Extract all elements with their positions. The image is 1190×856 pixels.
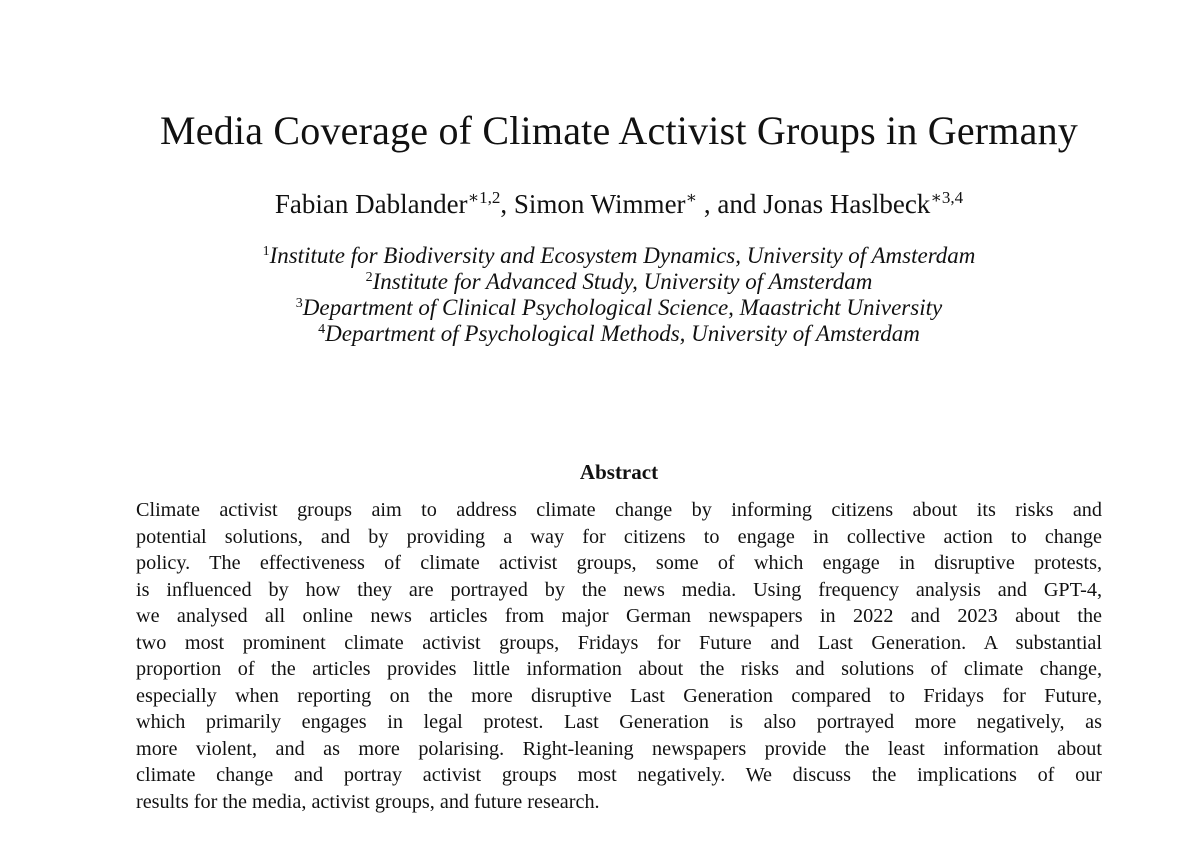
abstract-heading: Abstract <box>579 460 659 484</box>
abstract-line: results for the media, activist groups, and future research. <box>136 790 600 813</box>
author-marks: ∗ <box>685 188 698 207</box>
author-list <box>0 186 1190 222</box>
abstract-line: climate change and portray activist groups most negatively. We discuss the implications of our <box>136 764 1102 786</box>
author-marks: ∗3,4 <box>930 188 964 207</box>
affiliation-number: 2 <box>365 270 373 285</box>
affiliation <box>0 321 1190 347</box>
paper-title: Media Coverage of Climate Activist Groups in Germany <box>160 108 1078 153</box>
abstract-line: we analysed all online news articles from major German newspapers in 2022 and 2023 about the <box>136 605 1102 627</box>
author-separator: , <box>500 189 514 219</box>
abstract-line: more violent, and as more polarising. Right-leaning newspapers provide the least information about <box>136 737 1102 760</box>
abstract-text <box>136 497 1102 815</box>
affiliation-number: 1 <box>262 244 270 259</box>
abstract-line: Climate activist groups aim to address climate change by informing citizens about its risks and <box>136 499 1102 521</box>
abstract-line: potential solutions, and by providing a way for citizens to engage in collective action to change <box>136 525 1102 548</box>
author-separator: , and <box>697 189 764 219</box>
abstract-line: proportion of the articles provides little information about the risks and solutions of climate change, <box>136 658 1102 680</box>
affiliation-number: 3 <box>295 296 303 311</box>
author-name: Jonas Haslbeck <box>763 189 931 219</box>
affiliation-text: Institute for Advanced Study, University of Amsterdam <box>372 269 873 294</box>
abstract-line: especially when reporting on the more disruptive Last Generation compared to Fridays for Future, <box>136 684 1102 707</box>
author-name: Fabian Dablander <box>274 189 468 219</box>
abstract-line: policy. The effectiveness of climate activist groups, some of which engage in disruptive protests, <box>136 552 1102 574</box>
affiliation <box>0 295 1190 321</box>
affiliation-text: Institute for Biodiversity and Ecosystem Dynamics, University of Amsterdam <box>269 243 976 268</box>
affiliation <box>0 243 1190 269</box>
abstract-line: is influenced by how they are portrayed by the news media. Using frequency analysis and GPT-4, <box>136 578 1102 601</box>
affiliation <box>0 269 1190 295</box>
affiliation-number: 4 <box>318 322 326 337</box>
author-marks: ∗1,2 <box>467 188 501 207</box>
abstract-line: two most prominent climate activist groups, Fridays for Future and Last Generation. A substantial <box>136 631 1102 654</box>
affiliation-text: Department of Clinical Psychological Science, Maastricht University <box>302 295 943 320</box>
abstract-line: which primarily engages in legal protest. Last Generation is also portrayed more negatively, as <box>136 711 1102 733</box>
affiliation-list <box>0 243 1190 347</box>
affiliation-text: Department of Psychological Methods, University of Amsterdam <box>325 321 920 346</box>
author-name: Simon Wimmer <box>513 189 686 219</box>
